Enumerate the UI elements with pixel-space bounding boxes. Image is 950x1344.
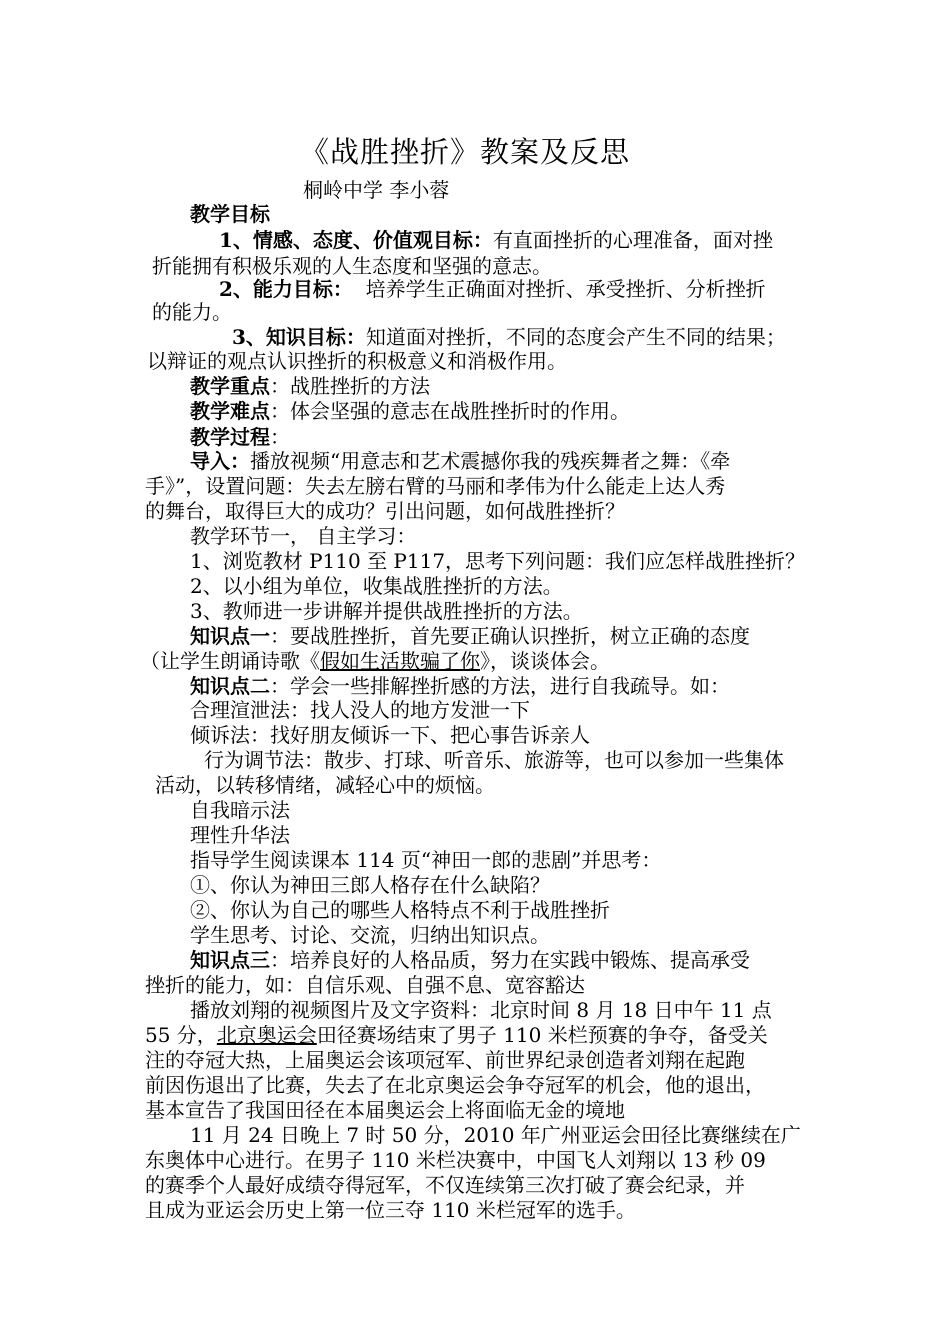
goal2-text-a: 培养学生正确面对挫折、承受挫折、分析挫折 [365, 277, 766, 301]
guangzhou-line-b: 东奥体中心进行。在男子 110 米栏决赛中，中国飞人刘翔以 13 秒 09 [145, 1148, 766, 1172]
document-author: 桐岭中学 李小蓉 [303, 178, 450, 202]
intro-label: 导入： [190, 449, 250, 473]
question-2: ②、你认为自己的哪些人格特点不利于战胜挫折 [190, 898, 610, 922]
goal3-label: 3、知识目标： [232, 325, 366, 349]
difficulty-text: ：体会坚强的意志在战胜挫折时的作用。 [270, 399, 630, 423]
guangzhou-line-c: 的赛季个人最好成绩夺得冠军，不仅连续第三次打破了赛会纪录，并 [145, 1173, 745, 1197]
knowledge-point-1-label: 知识点一 [190, 624, 270, 648]
liuxiang-time: 55 分， [145, 1023, 217, 1047]
liuxiang-line-b-rest: 田径赛场结束了男子 110 米栏预赛的争夺，备受关 [316, 1023, 768, 1047]
process-colon: ： [270, 425, 290, 449]
document-title: 《战胜挫折》教案及反思 [300, 135, 631, 169]
knowledge-point-3-label: 知识点三 [190, 948, 270, 972]
step1-item-2: 2、以小组为单位，收集战胜挫折的方法。 [190, 574, 563, 598]
knowledge-point-1-line-b [140, 648, 610, 674]
liuxiang-line-e: 基本宣告了我国田径在本届奥运会上将面临无金的境地 [145, 1098, 625, 1122]
step1-item-3: 3、教师进一步讲解并提供战胜挫折的方法。 [190, 599, 583, 623]
goal2-line-b: 的能力。 [152, 300, 232, 324]
liuxiang-line-d: 前因伤退出了比赛，失去了在北京奥运会争夺冠军的机会，他的退出， [145, 1073, 765, 1097]
key-point-text: ：战胜挫折的方法 [270, 374, 430, 398]
intro-line-c: 的舞台，取得巨大的成功？引出问题，如何战胜挫折？ [145, 499, 625, 523]
knowledge-point-3-line-b: 挫折的能力，如：自信乐观、自强不息、宽容豁达 [145, 973, 585, 997]
knowledge-point-1-text: ：要战胜挫折，首先要正确认识挫折，树立正确的态度 [270, 624, 750, 648]
goal3-line-b: 以辩证的观点认识挫折的积极意义和消极作用。 [147, 349, 567, 373]
knowledge-point-2-label: 知识点二 [190, 674, 270, 698]
method-1: 合理渲泄法：找人没人的地方发泄一下 [190, 698, 530, 722]
process-line [190, 424, 290, 450]
goal2-label: 2、能力目标： [219, 277, 353, 301]
reading-instruction: 指导学生阅读课本 114 页“神田一郎的悲剧”并思考： [190, 848, 662, 872]
liuxiang-line-b [145, 1022, 768, 1048]
goals-heading: 教学目标 [190, 202, 270, 226]
goal1-label: 1、情感、态度、价值观目标： [219, 228, 493, 252]
difficulty-label: 教学难点 [190, 399, 270, 423]
method-3-line-a: 行为调节法：散步、打球、听音乐、旅游等，也可以参加一些集体 [204, 748, 784, 772]
difficulty-line [190, 398, 630, 424]
knowledge-point-1-line-a [190, 623, 750, 649]
goal3-line-a [232, 324, 786, 350]
step1-heading: 教学环节一， 自主学习： [190, 524, 417, 548]
goal3-text-a: 知道面对挫折，不同的态度会产生不同的结果； [365, 325, 786, 349]
question-1: ①、你认为神田三郎人格存在什么缺陷？ [190, 873, 550, 897]
poem-prefix: （让学生朗诵诗歌《 [140, 649, 320, 673]
step1-item-1: 1、浏览教材 P110 至 P117，思考下列问题：我们应怎样战胜挫折？ [190, 549, 806, 573]
knowledge-point-3-text: ：培养良好的人格品质，努力在实践中锻炼、提高承受 [270, 948, 750, 972]
intro-line-b: 手》”，设置问题：失去左膀右臂的马丽和孝伟为什么能走上达人秀 [145, 474, 726, 498]
intro-line-a [190, 448, 730, 474]
discussion-line: 学生思考、讨论、交流，归纳出知识点。 [190, 923, 550, 947]
goal1-line-a [219, 227, 773, 253]
poem-suffix: 》，谈谈体会。 [480, 649, 610, 673]
goal1-line-b: 折能拥有积极乐观的人生态度和坚强的意志。 [152, 254, 552, 278]
method-3-line-b: 活动，以转移情绪，减轻心中的烦恼。 [155, 773, 495, 797]
key-point-line [190, 373, 430, 399]
knowledge-point-2-text: ：学会一些排解挫折感的方法，进行自我疏导。如： [270, 674, 730, 698]
knowledge-point-3-line-a [190, 947, 750, 973]
liuxiang-line-c: 注的夺冠大热，上届奥运会该项冠军、前世界纪录创造者刘翔在起跑 [145, 1048, 745, 1072]
process-label: 教学过程 [190, 425, 270, 449]
poem-link[interactable]: 假如生活欺骗了你 [320, 649, 480, 673]
beijing-olympics-link[interactable]: 北京奥运会 [216, 1023, 317, 1047]
knowledge-point-2-line [190, 673, 730, 699]
goal2-line-a [219, 276, 766, 302]
liuxiang-line-a: 播放刘翔的视频图片及文字资料：北京时间 8 月 18 日中午 11 点 [190, 998, 772, 1022]
key-point-label: 教学重点 [190, 374, 270, 398]
guangzhou-line-d: 且成为亚运会历史上第一位三夺 110 米栏冠军的选手。 [145, 1198, 636, 1222]
intro-text-a: 播放视频“用意志和艺术震撼你我的残疾舞者之舞：《牵 [250, 449, 731, 473]
goal1-text-a: 有直面挫折的心理准备，面对挫 [492, 228, 773, 252]
method-4: 自我暗示法 [190, 798, 290, 822]
guangzhou-line-a: 11 月 24 日晚上 7 时 50 分，2010 年广州亚运会田径比赛继续在广 [190, 1123, 801, 1147]
method-2: 倾诉法：找好朋友倾诉一下、把心事告诉亲人 [190, 723, 590, 747]
method-5: 理性升华法 [190, 823, 290, 847]
